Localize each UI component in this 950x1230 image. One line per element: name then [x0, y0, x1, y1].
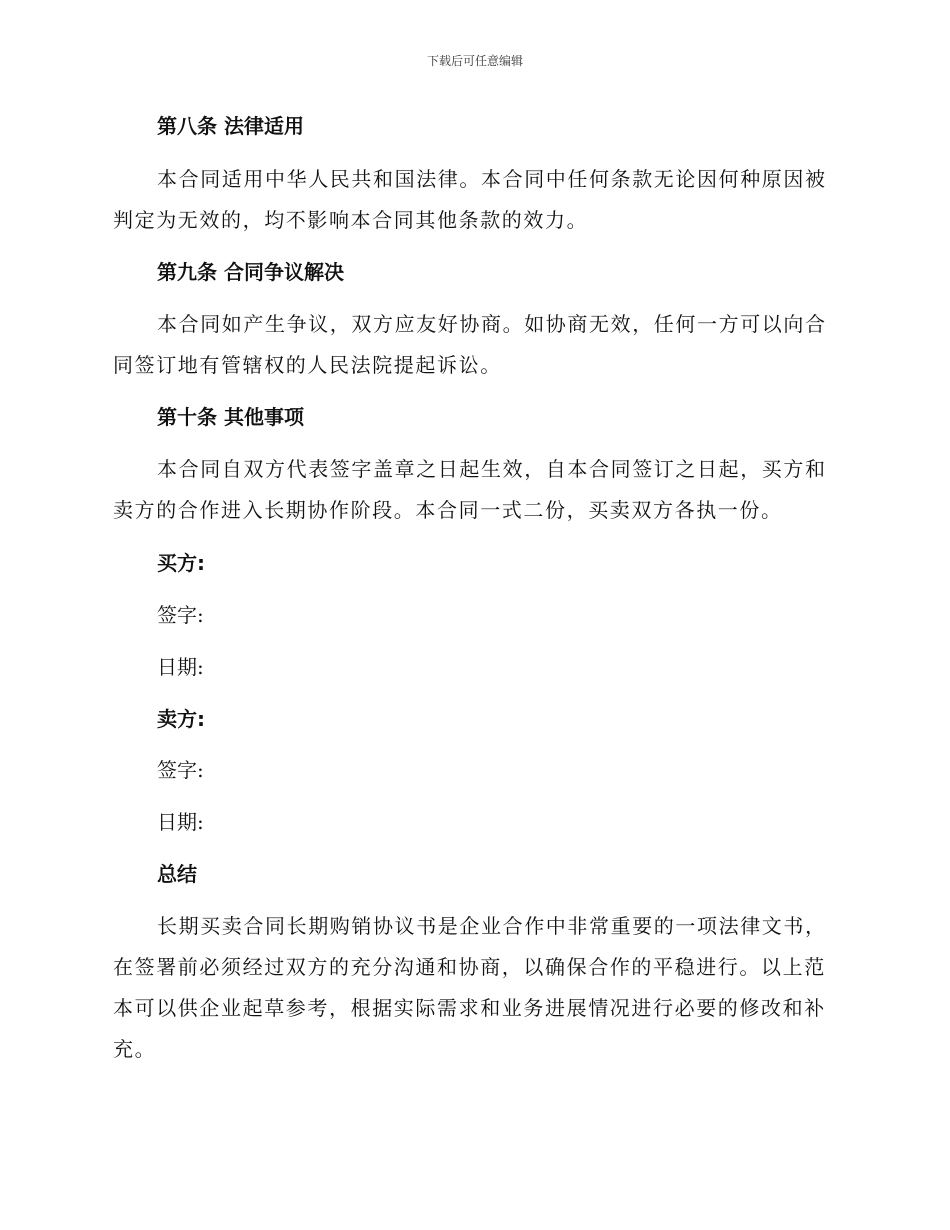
summary-title: 总结 [157, 862, 197, 886]
summary-line-1: 长期买卖合同长期购销协议书是企业合作中非常重要的一项法律文书， [157, 914, 827, 938]
article-9-line-1: 本合同如产生争议，双方应友好协商。如协商无效，任何一方可以向合 [157, 312, 827, 336]
seller-sign-field: 签字: [157, 758, 204, 782]
article-10-line-1: 本合同自双方代表签字盖章之日起生效，自本合同签订之日起，买方和 [157, 457, 827, 481]
buyer-label: 买方: [157, 551, 205, 575]
article-8-body [113, 159, 833, 241]
article-8-title: 第八条 法律适用 [157, 114, 304, 138]
article-10-line-2: 卖方的合作进入长期协作阶段。本合同一式二份，买卖双方各执一份。 [113, 498, 783, 522]
seller-label: 卖方: [157, 707, 205, 731]
buyer-date-field: 日期: [157, 655, 204, 679]
article-10-body [113, 449, 833, 531]
summary-body [113, 906, 833, 1070]
page-header: 下载后可任意编辑 [426, 54, 523, 68]
article-9-body [113, 304, 833, 386]
article-8-line-2: 判定为无效的，均不影响本合同其他条款的效力。 [113, 208, 589, 232]
article-9-title: 第九条 合同争议解决 [157, 260, 344, 284]
article-9-line-2: 同签订地有管辖权的人民法院提起诉讼。 [113, 353, 502, 377]
summary-line-2: 在签署前必须经过双方的充分沟通和协商，以确保合作的平稳进行。以上范 [113, 955, 826, 979]
summary-line-4: 充。 [113, 1037, 157, 1061]
buyer-sign-field: 签字: [157, 603, 204, 627]
seller-date-field: 日期: [157, 810, 204, 834]
summary-line-3: 本可以供企业起草参考，根据实际需求和业务进展情况进行必要的修改和补 [113, 996, 826, 1020]
article-8-line-1: 本合同适用中华人民共和国法律。本合同中任何条款无论因何种原因被 [157, 167, 827, 191]
article-10-title: 第十条 其他事项 [157, 405, 304, 429]
